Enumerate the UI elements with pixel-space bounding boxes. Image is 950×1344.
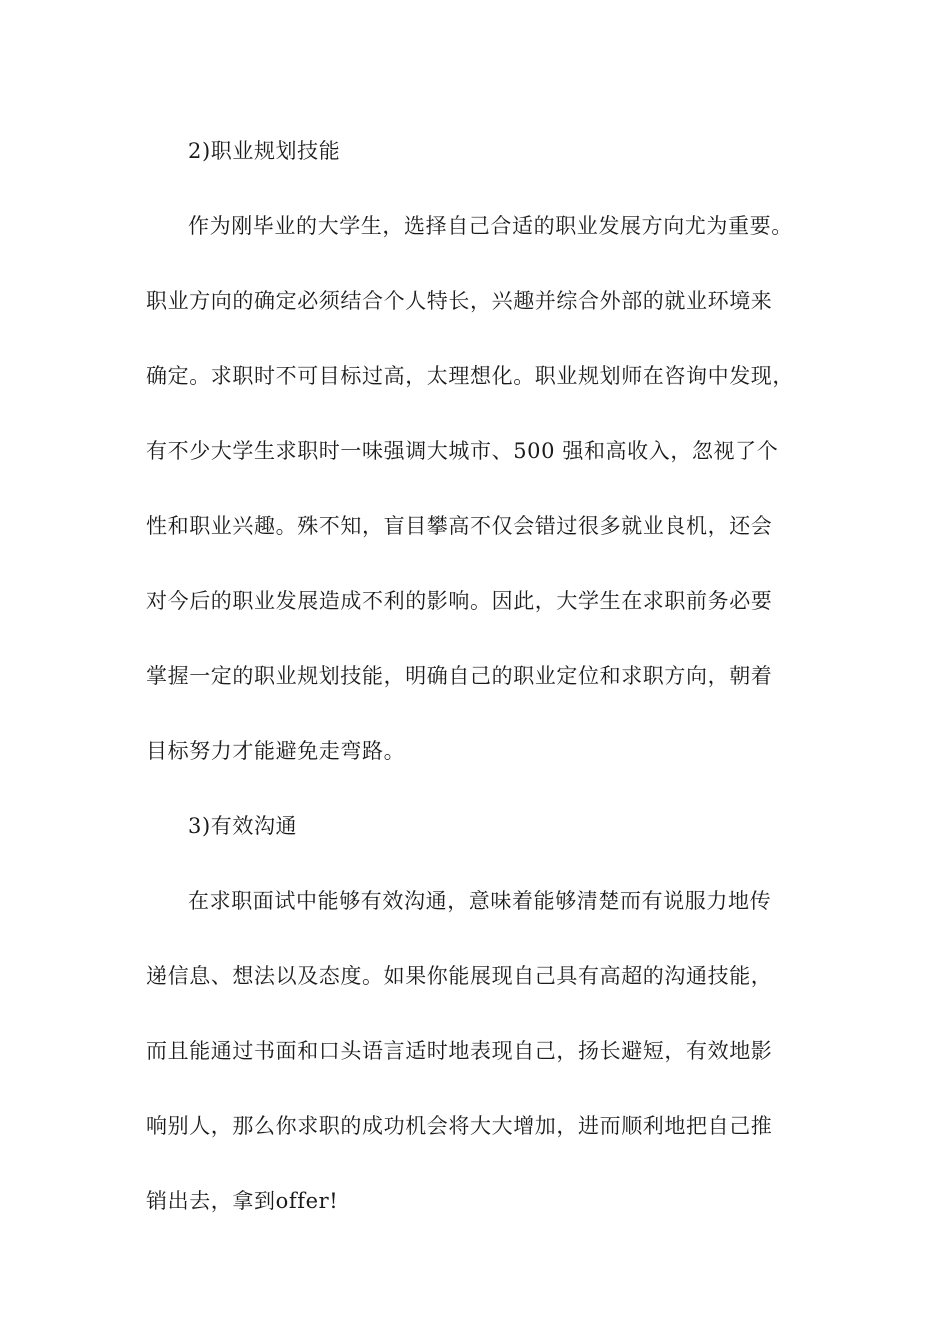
paragraph-line: 响别人，那么你求职的成功机会将大大增加，进而顺利地把自己推 (146, 1114, 773, 1138)
paragraph-line: 作为刚毕业的大学生，选择自己合适的职业发展方向尤为重要。 (188, 214, 793, 238)
paragraph-line: 在求职面试中能够有效沟通，意味着能够清楚而有说服力地传 (188, 889, 772, 913)
paragraph-line: 职业方向的确定必须结合个人特长，兴趣并综合外部的就业环境来 (146, 289, 773, 313)
paragraph-line: 确定。求职时不可目标过高，太理想化。职业规划师在咨询中发现， (146, 364, 794, 388)
paragraph-line: 销出去，拿到offer! (146, 1189, 339, 1213)
paragraph-line: 而且能通过书面和口头语言适时地表现自己，扬长避短，有效地影 (146, 1039, 773, 1063)
paragraph-line: 对今后的职业发展造成不利的影响。因此，大学生在求职前务必要 (146, 589, 773, 613)
paragraph-line: 目标努力才能避免走弯路。 (146, 739, 406, 763)
paragraph-line: 性和职业兴趣。殊不知，盲目攀高不仅会错过很多就业良机，还会 (146, 514, 773, 538)
paragraph-line: 掌握一定的职业规划技能，明确自己的职业定位和求职方向，朝着 (146, 664, 773, 688)
section-heading-effective-communication: 3)有效沟通 (188, 814, 298, 838)
paragraph-line: 递信息、想法以及态度。如果你能展现自己具有高超的沟通技能， (146, 964, 773, 988)
paragraph-line: 有不少大学生求职时一味强调大城市、500 强和高收入，忽视了个 (146, 439, 779, 463)
section-heading-career-planning: 2)职业规划技能 (188, 139, 341, 163)
